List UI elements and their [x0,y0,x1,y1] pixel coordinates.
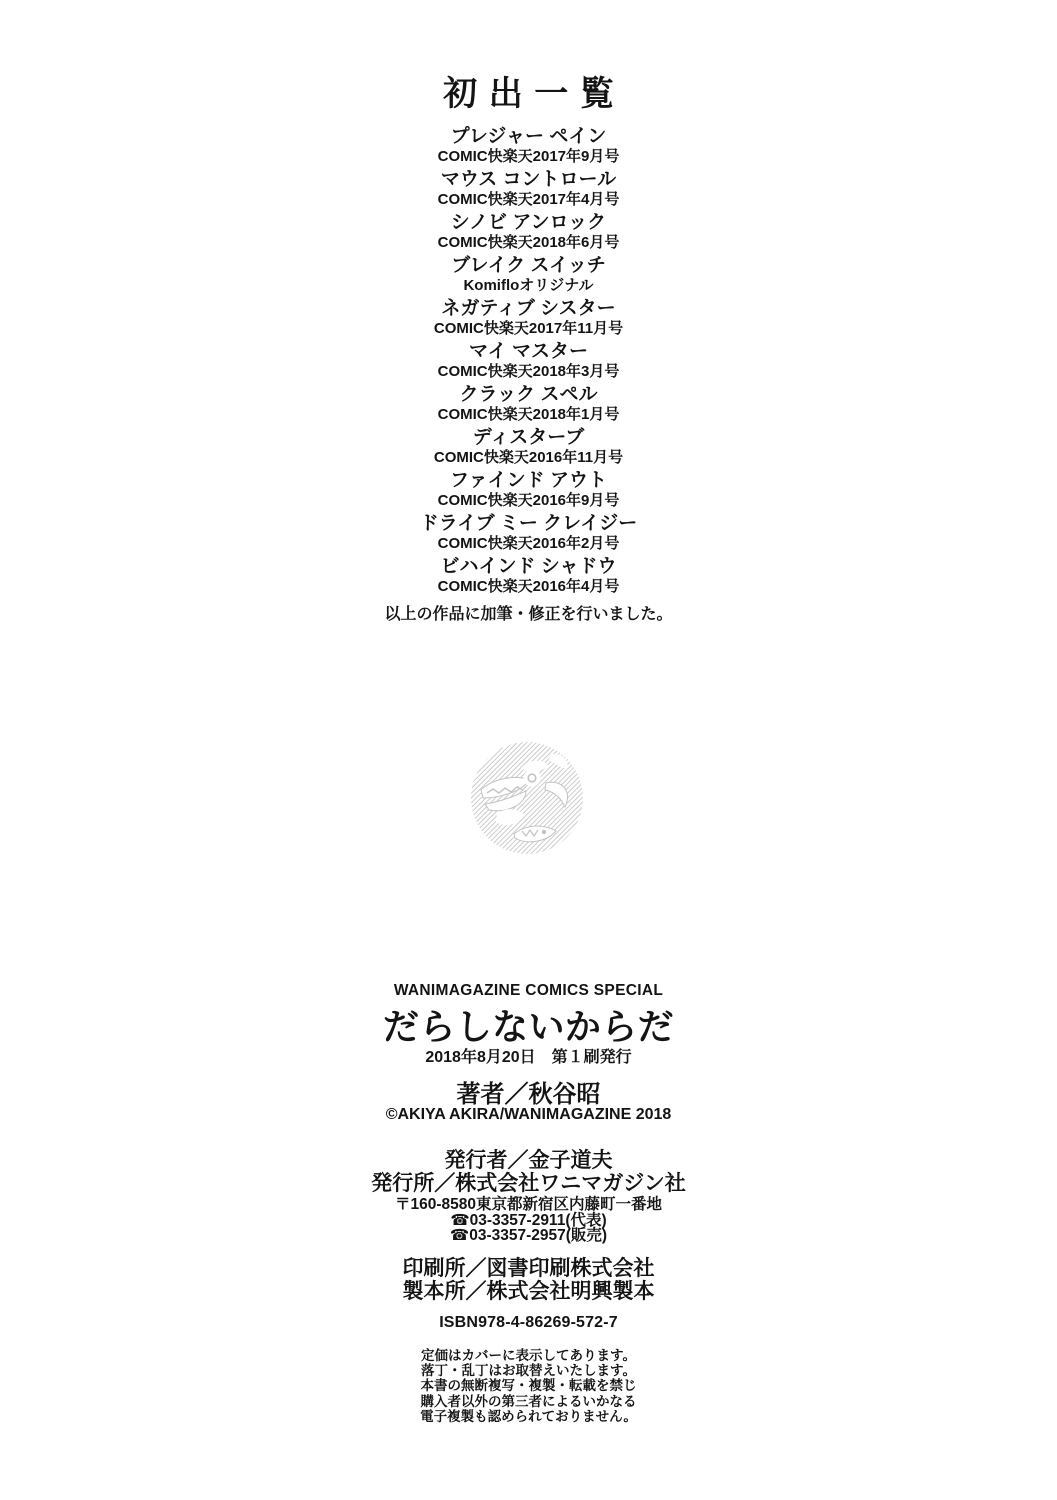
work-source: Komifloオリジナル [463,277,594,294]
legal-note-line: 購入者以外の第三者によるいかなる [420,1393,637,1409]
work-item [0,296,1057,339]
work-source: COMIC快楽天2016年2月号 [437,535,620,552]
work-source: COMIC快楽天2017年4月号 [437,191,620,208]
work-item [0,511,1057,554]
crocodile-emblem-icon [470,741,584,855]
work-title: マウス コントロール [440,169,617,190]
work-source: COMIC快楽天2016年11月号 [433,449,624,466]
work-title: ブレイク スイッチ [451,255,606,276]
work-title: ディスターブ [472,427,585,448]
work-source: COMIC快楽天2016年9月号 [437,492,620,509]
work-source: COMIC快楽天2018年6月号 [437,234,620,251]
work-item [0,468,1057,511]
work-title: ビハインド シャドウ [440,556,617,577]
work-item [0,167,1057,210]
printer-line: 印刷所／図書印刷株式会社 [402,1257,655,1280]
legal-note-line: 電子複製も認められておりません。 [420,1408,637,1424]
edition-date: 2018年8月20日 第１刷発行 [425,1049,632,1066]
work-source: COMIC快楽天2017年9月号 [437,148,620,165]
work-title: プレジャー ペイン [450,126,607,147]
wanimagazine-crocodile-logo [470,741,584,855]
work-source: COMIC快楽天2016年4月号 [437,578,620,595]
work-item [0,425,1057,468]
telephone-main: ☎03-3357-2911(代表) [450,1211,607,1229]
work-item [0,124,1057,167]
publisher-address: 〒160-8580東京都新宿区内藤町一番地 [394,1196,662,1213]
copyright-line: ©AKIYA AKIRA/WANIMAGAZINE 2018 [385,1106,672,1123]
work-item [0,382,1057,425]
legal-note-line: 落丁・乱丁はお取替えいたします。 [421,1363,636,1379]
work-title: クラック スペル [459,384,598,405]
work-title: ドライブ ミー クレイジー [419,513,638,534]
publisher-person: 発行者／金子道夫 [444,1149,613,1172]
work-item [0,210,1057,253]
book-title: だらしないからだ [383,1006,674,1047]
work-title: マイ マスター [469,341,588,362]
legal-notes [0,1348,1057,1424]
legal-note-line: 本書の無断複写・複製・転載を禁じ [420,1378,637,1394]
first-publication-list [0,124,1057,597]
work-item [0,253,1057,296]
legal-note-line: 定価はカバーに表示してあります。 [421,1348,636,1363]
imprint-line: WANIMAGAZINE COMICS SPECIAL [393,982,664,999]
author-line: 著者／秋谷昭 [456,1081,601,1108]
work-source: COMIC快楽天2018年1月号 [437,406,620,423]
isbn-line: ISBN978-4-86269-572-7 [439,1314,618,1331]
work-title: ファインド アウト [450,470,607,491]
revision-note: 以上の作品に加筆・修正を行いました。 [384,606,673,623]
publisher-company: 発行所／株式会社ワニマガジン社 [371,1172,686,1195]
work-source: COMIC快楽天2018年3月号 [437,363,620,380]
work-item [0,339,1057,382]
binder-line: 製本所／株式会社明興製本 [402,1280,655,1303]
first-publication-heading: 初出一覧 [443,75,626,113]
work-source: COMIC快楽天2017年11月号 [433,320,624,337]
work-title: シノビ アンロック [450,212,607,233]
telephone-sales: ☎03-3357-2957(販売) [449,1227,608,1244]
work-title: ネガティブ シスター [441,298,616,319]
work-item [0,554,1057,597]
